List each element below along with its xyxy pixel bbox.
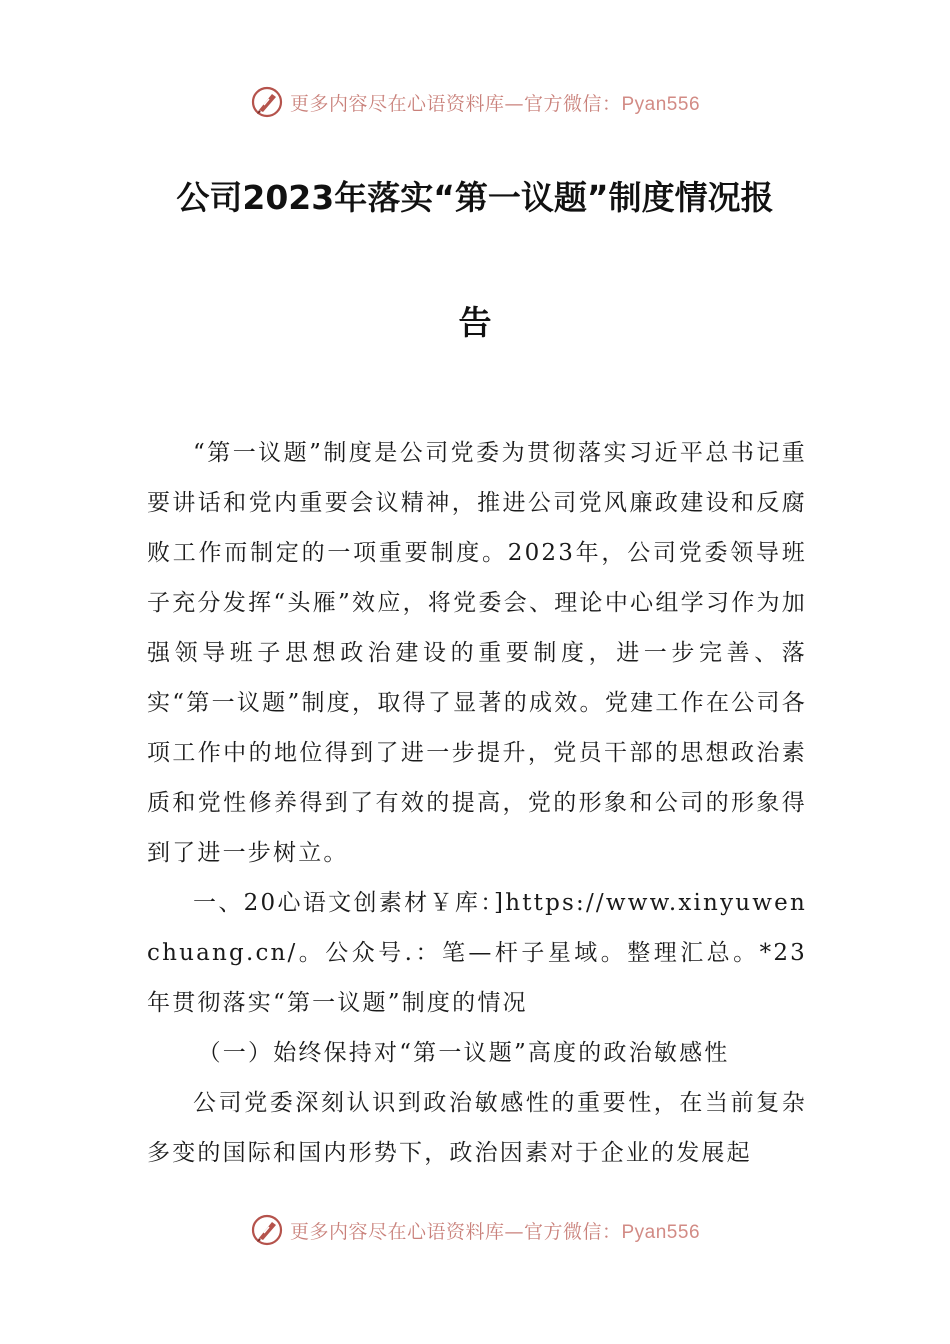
header-watermark-banner bbox=[0, 82, 950, 122]
pen-nib-logo-icon bbox=[250, 85, 284, 119]
subsection-heading: （一）始终保持对“第一议题”高度的政治敏感性 bbox=[197, 1040, 730, 1066]
footer-watermark-banner bbox=[0, 1210, 950, 1250]
intro-paragraph: “第一议题”制度是公司党委为贯彻落实习近平总书记重要讲话和党内重要会议精神，推进公司党风廉政建设和反腐败工作而制定的一项重要制度。2023年，公司党委领导班子充分发挥“头雁”效应，将党委会、理论中心组学习作为加强领导班子思想政治建设的重要制度，进一步完善、落实“第一议题”制度，取得了显著的成效。党建工作在公司各项工作中的地位得到了进一步提升，党员干部的思想政治素质和党性修养得到了有效的提高，党的形象和公司的形象得到了进一步树立。 bbox=[147, 440, 807, 866]
wechat-handle: Pyan556 bbox=[621, 1221, 701, 1243]
body-paragraph: 公司党委深刻认识到政治敏感性的重要性，在当前复杂多变的国际和国内形势下，政治因素对于企业的发展起 bbox=[147, 1090, 807, 1166]
banner-text: 更多内容尽在心语资料库—官方微信：Pyan556 bbox=[289, 1220, 701, 1243]
document-body bbox=[147, 428, 807, 1178]
wechat-handle: Pyan556 bbox=[621, 93, 701, 115]
banner-text: 更多内容尽在心语资料库—官方微信：Pyan556 bbox=[289, 92, 701, 115]
section-heading-paragraph: 一、20心语文创素材￥库：]https://www.xinyuwenchuang.cn/。公众号.：笔—杆子星域。整理汇总。*23年贯彻落实“第一议题”制度的情况 bbox=[147, 890, 807, 1016]
document-title-line-1: 公司2023年落实“第一议题”制度情况报 bbox=[176, 178, 774, 217]
document-title-line-2: 告 bbox=[458, 303, 492, 342]
pen-nib-logo-icon bbox=[250, 1213, 284, 1247]
